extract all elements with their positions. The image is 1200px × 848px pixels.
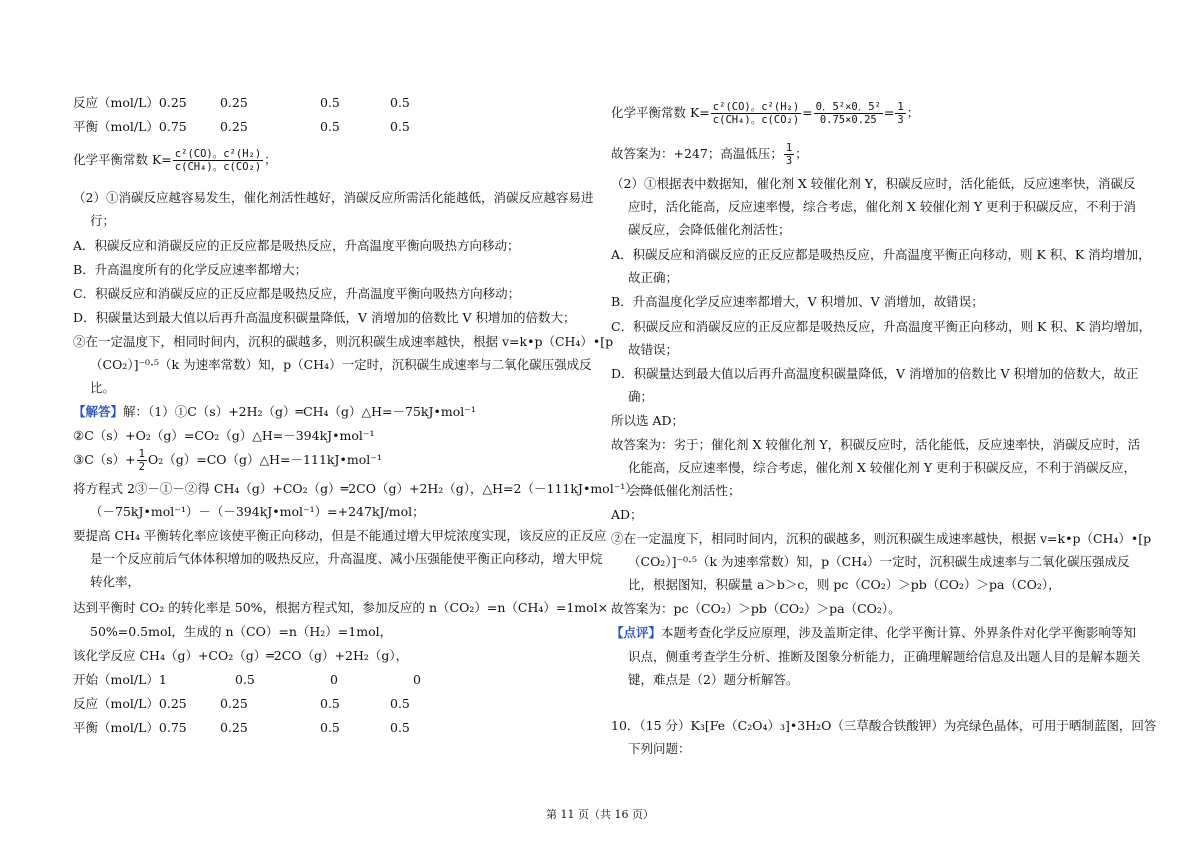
paragraph-line: 将方程式 2③－①－②得 CH₄（g）+CO₂（g）═2CO（g）+2H₂（g），△H=2（－111kJ•mol⁻¹）－ — [73, 481, 651, 496]
table-row: 反应（mol/L）0.25 — [73, 696, 187, 711]
table-cell: 0.25 — [220, 696, 248, 711]
option-d: D．积碳量达到最大值以后再升高温度积碳量降低，V 消增加的倍数比 V 积增加的倍数大； — [73, 310, 576, 325]
table-cell: 0.5 — [390, 696, 410, 711]
review-line: 键，难点是（2）题分析解答。 — [628, 672, 799, 687]
equilibrium-constant: 化学平衡常数 K= $\frac{\text{c²(CO)。c²(H₂)}}{\text{c(CH₄)。c(CO₂)}}$ = $\frac{\text{0．5²×0．5²}}{0.75\times 0.25}$ = $\frac{1}{3}$ ； — [611, 101, 920, 126]
option-c: C．积碳反应和消碳反应的正反应都是吸热反应，升高温度平衡向吸热方向移动； — [73, 286, 521, 301]
option-d-cont: 确； — [628, 389, 654, 404]
answer-fraction: $\frac{1}{3}$ — [785, 142, 793, 167]
answer-line: 【解答】解：（1）①C（s）+2H₂（g）═CH₄（g）△H=－75kJ•mol⁻¹ — [73, 404, 476, 419]
table-cell: 0.5 — [320, 696, 340, 711]
equilibrium-constant: 化学平衡常数 K= $\frac{\text{c²(CO)。c²(H₂)}}{\text{c(CH₄)。c(CO₂)}}$ ； — [73, 148, 277, 173]
half-fraction: $\frac{1}{2}$ — [138, 448, 145, 473]
paragraph-line: （2）①根据表中数据知，催化剂 X 较催化剂 Y，积碳反应时，活化能低，反应速率快，消碳反 — [611, 176, 1136, 191]
answer-line: AD； — [611, 507, 643, 522]
option-b: B．升高温度所有的化学反应速率都增大； — [73, 262, 308, 277]
option-a: A．积碳反应和消碳反应的正反应都是吸热反应，升高温度平衡向吸热方向移动； — [73, 238, 520, 253]
paragraph-line: ②在一定温度下，相同时间内，沉积的碳越多，则沉积碳生成速率越快，根据 v=k•p（CH₄）•[p — [611, 531, 1152, 546]
option-c-cont: 故错误； — [628, 342, 679, 357]
table-cell: 0.25 — [220, 720, 248, 735]
paragraph-line: （－75kJ•mol⁻¹）－（－394kJ•mol⁻¹）=+247kJ/mol； — [90, 504, 425, 519]
table-cell: 0.5 — [390, 720, 410, 735]
page-footer: 第 11 页（共 16 页） — [546, 808, 654, 821]
paragraph-line: 达到平衡时 CO₂ 的转化率是 50%，根据方程式知，参加反应的 n（CO₂）=n（CH₄）=1mol× — [73, 600, 609, 615]
k-fraction: $\frac{\text{c²(CO)。c²(H₂)}}{\text{c(CH₄)。c(CO₂)}}$ — [174, 148, 262, 173]
paragraph-line: 碳反应，会降低催化剂活性； — [628, 222, 791, 237]
paragraph-line: （CO₂）]⁻⁰·⁵（k 为速率常数）知，p（CH₄）一定时，沉积碳生成速率与二氧化碳压强成反 — [628, 554, 1130, 569]
answer-line: 故答案为：+247；高温低压； $\frac{1}{3}$ ； — [611, 142, 808, 167]
paragraph-line: 转化率， — [90, 574, 141, 589]
table-cell: 0.5 — [320, 95, 340, 110]
paragraph-line: 所以选 AD； — [611, 413, 685, 428]
k-result-fraction: $\frac{1}{3}$ — [897, 101, 904, 126]
table-cell: 0.25 — [220, 95, 248, 110]
table-cell: 0.5 — [320, 720, 340, 735]
option-a: A．积碳反应和消碳反应的正反应都是吸热反应，升高温度平衡正向移动，则 K 积、K 消均增加， — [611, 247, 1151, 262]
paragraph-line: 行； — [90, 213, 116, 228]
answer-line: 故答案为：pc（CO₂）＞pb（CO₂）＞pa（CO₂）。 — [611, 601, 901, 616]
option-b: B．升高温度化学反应速率都增大，V 积增加、V 消增加，故错误； — [611, 294, 984, 309]
k-fraction: $\frac{\text{c²(CO)。c²(H₂)}}{\text{c(CH₄)。c(CO₂)}}$ — [712, 101, 800, 126]
answer-line: 化能高，反应速率慢，综合考虑，催化剂 X 较催化剂 Y 更利于积碳反应，不利于消碳反应， — [628, 460, 1137, 475]
table-cell: 0.5 — [390, 119, 410, 134]
table-row: 反应（mol/L）0.25 — [73, 95, 187, 110]
paragraph-line: （CO₂）]⁻⁰·⁵（k 为速率常数）知，p（CH₄）一定时，沉积碳生成速率与二氧化碳压强成反 — [90, 357, 592, 372]
option-a-cont: 故正确； — [628, 270, 679, 285]
table-cell: 0.5 — [320, 119, 340, 134]
table-row: 平衡（mol/L）0.75 — [73, 119, 187, 134]
table-cell: 0.25 — [220, 119, 248, 134]
table-row: 平衡（mol/L）0.75 — [73, 720, 187, 735]
paragraph-line: 比。 — [90, 380, 116, 395]
answer-tag: 【解答】 — [73, 404, 124, 419]
review-line: 【点评】本题考查化学反应原理，涉及盖斯定律、化学平衡计算、外界条件对化学平衡影响等知 — [611, 625, 1137, 640]
paragraph-line: 比，根据图知，积碳量 a＞b＞c，则 pc（CO₂）＞pb（CO₂）＞pa（CO₂）， — [628, 577, 1061, 592]
k-value-fraction: $\frac{\text{0．5²×0．5²}}{0.75\times 0.25}$ — [815, 101, 881, 126]
table-cell: 0 — [330, 672, 338, 687]
paragraph-line: （2）①消碳反应越容易发生，催化剂活性越好，消碳反应所需活化能越低，消碳反应越容易进 — [73, 190, 594, 205]
paragraph-line: 50%=0.5mol，生成的 n（CO）=n（H₂）=1mol， — [90, 624, 393, 639]
paragraph-line: 要提高 CH₄ 平衡转化率应该使平衡正向移动，但是不能通过增大甲烷浓度实现，该反应的正反应 — [73, 528, 607, 543]
paragraph-line: ②在一定温度下，相同时间内，沉积的碳越多，则沉积碳生成速率越快，根据 v=k•p（CH₄）•[p — [73, 334, 614, 349]
table-cell: 0.5 — [390, 95, 410, 110]
question-10-cont: 下列问题： — [628, 741, 691, 756]
table-row: 开始（mol/L）1 — [73, 672, 167, 687]
table-cell: 0.5 — [235, 672, 255, 687]
paragraph-line: 该化学反应 CH₄（g）+CO₂（g）═2CO（g）+2H₂（g）， — [73, 648, 409, 663]
question-10: 10．（15 分）K₃[Fe（C₂O₄）₃]•3H₂O（三草酸合铁酸钾）为亮绿色晶体，可用于晒制蓝图，回答 — [611, 718, 1157, 733]
paragraph-line: 是一个反应前后气体体积增加的吸热反应，升高温度、减小压强能使平衡正向移动，增大甲烷 — [90, 551, 603, 566]
option-c: C．积碳反应和消碳反应的正反应都是吸热反应，升高温度平衡正向移动，则 K 积、K 消均增加， — [611, 319, 1152, 334]
paragraph-line: 应时，活化能高，反应速率慢，综合考虑，催化剂 X 较催化剂 Y 更利于积碳反应，不利于消 — [628, 199, 1137, 214]
answer-line: ③C（s）+ $\frac{1}{2}$ O₂（g）=CO（g）△H=－111kJ•mol⁻¹ — [73, 448, 382, 473]
answer-line: ②C（s）+O₂（g）=CO₂（g）△H=－394kJ•mol⁻¹ — [73, 428, 375, 443]
review-tag: 【点评】 — [611, 625, 662, 640]
answer-line: 会降低催化剂活性； — [628, 483, 741, 498]
table-cell: 0 — [413, 672, 421, 687]
review-line: 识点，侧重考查学生分析、推断及图象分析能力，正确理解题给信息及出题人目的是解本题关 — [628, 649, 1141, 664]
answer-line: 故答案为：劣于；催化剂 X 较催化剂 Y，积碳反应时，活化能低，反应速率快，消碳反应时，活 — [611, 437, 1141, 452]
option-d: D．积碳量达到最大值以后再升高温度积碳量降低，V 消增加的倍数比 V 积增加的倍数大，故正 — [611, 366, 1139, 381]
